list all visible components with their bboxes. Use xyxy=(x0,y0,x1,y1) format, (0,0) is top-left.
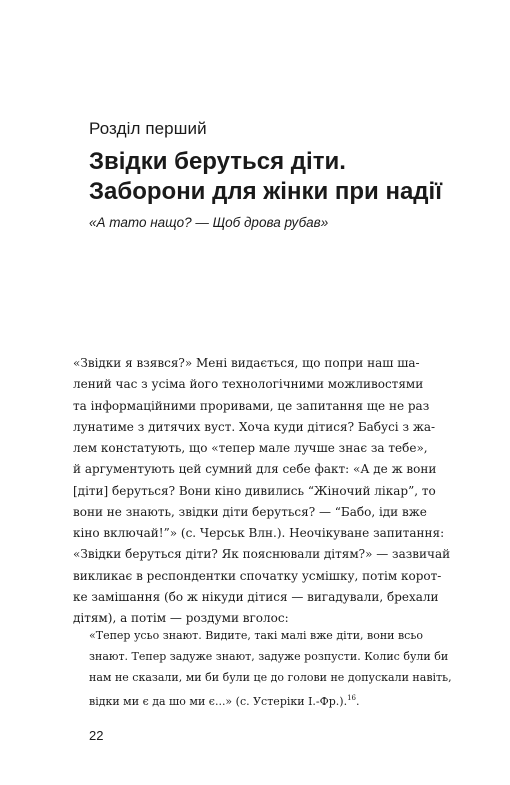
body-line: ке замішання (бо ж нікуди дітися — вигадували, брехали xyxy=(73,589,439,604)
chapter-title xyxy=(89,147,489,207)
body-line: дітям), а потім — роздуми вголос: xyxy=(73,611,289,625)
chapter-label: Розділ перший xyxy=(89,119,207,138)
quote-line-last: відки ми є да шо ми є...» (с. Устеріки І.-Фр.).$^{16}$. xyxy=(89,694,360,708)
body-line: й аргументують цей сумний для себе факт: «А де ж вони xyxy=(73,462,437,477)
body-paragraph xyxy=(73,353,451,629)
body-line: «Звідки беруться діти? Як пояснювали дітям?» — зазвичай xyxy=(73,547,451,562)
body-line: лений час з усіма його технологічними можливостями xyxy=(73,377,424,392)
page-number: 22 xyxy=(89,728,104,743)
quote-line-text: відки ми є да шо ми є...» (с. Устеріки І.-Фр.). xyxy=(89,695,348,708)
chapter-title-line: Заборони для жінки при надії xyxy=(89,178,442,205)
body-line: викликає в респондентки спочатку усмішку, потім корот- xyxy=(73,568,442,583)
chapter-title-line: Звідки беруться діти. xyxy=(89,148,346,175)
body-line: та інформаційними проривами, це запитання ще не раз xyxy=(73,398,430,413)
footnote-ref[interactable]: 16 xyxy=(347,694,357,702)
block-quote xyxy=(89,625,452,712)
body-line: «Звідки я взявся?» Мені видається, що попри наш ша- xyxy=(73,356,420,370)
body-line: вони не знають, звідки діти беруться? — “Бабо, іди вже xyxy=(73,504,427,519)
quote-line: «Тепер усьо знают. Видите, такі малі вже діти, вони всьо xyxy=(89,629,423,642)
epigraph: «А тато нащо? — Щоб дрова рубав» xyxy=(89,215,329,230)
body-line: [діти] беруться? Вони кіно дивились “Жіночий лікар”, то xyxy=(73,483,436,498)
body-line: лем констатують, що «тепер мале лучше знає за тебе», xyxy=(73,441,428,455)
quote-line: знают. Тепер задуже знают, задуже розпусти. Колис були би xyxy=(89,650,449,663)
body-line: лунатиме з дитячих вуст. Хоча куди дітися? Бабусі з жа- xyxy=(73,419,436,434)
body-line: кіно включай!”» (с. Черськ Влн.). Неочікуване запитання: xyxy=(73,526,445,540)
quote-line: нам не сказали, ми би були це до голови не допускали навіть, xyxy=(89,671,452,684)
